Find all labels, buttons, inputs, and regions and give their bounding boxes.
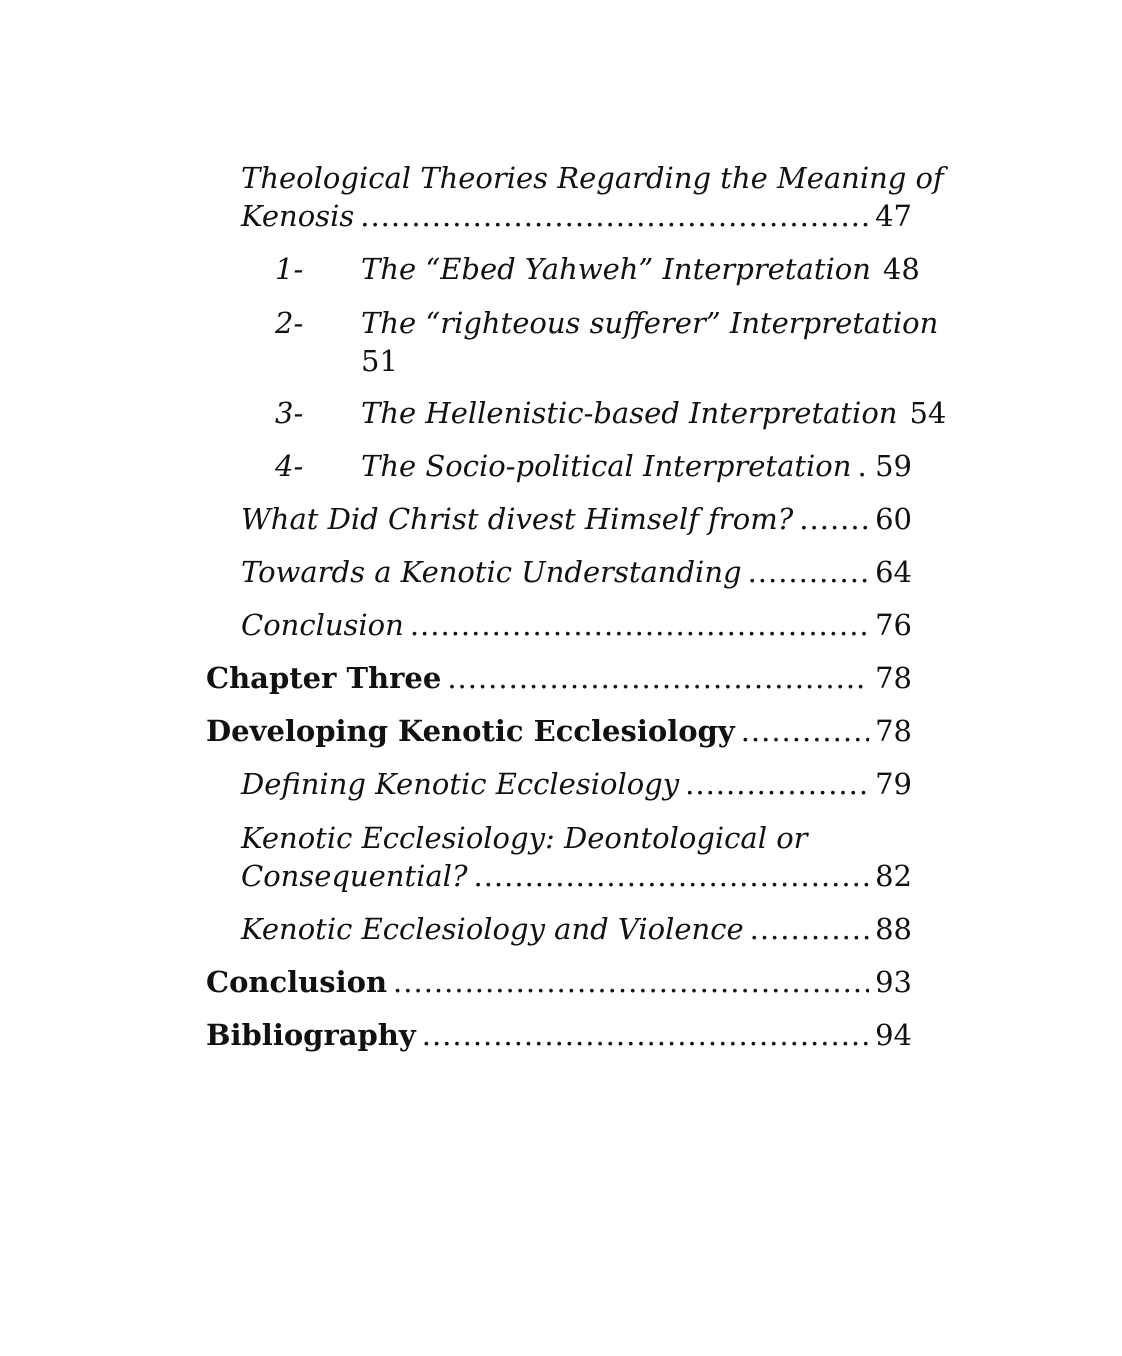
toc-page-number: 64	[875, 555, 912, 589]
dot-leader	[750, 910, 869, 948]
toc-entry-title: Kenotic Ecclesiology and Violence	[241, 912, 744, 946]
dot-leader	[857, 447, 869, 485]
toc-entry-deontological-or-consequential	[241, 819, 912, 895]
toc-entry-chapter-three	[206, 659, 912, 697]
toc-page-number: 82	[875, 859, 912, 893]
toc-page-number: 47	[875, 199, 912, 233]
toc-entry-righteous-sufferer	[275, 304, 939, 380]
dot-leader	[393, 963, 869, 1001]
toc-page-number: 59	[875, 449, 912, 483]
toc-entry-bibliography	[206, 1016, 912, 1054]
toc-page-number: 79	[875, 767, 912, 801]
toc-entry-title: Consequential?	[241, 859, 468, 893]
toc-entry-towards-kenotic	[241, 553, 912, 591]
toc-entry-kenotic-ecclesiology-violence	[241, 910, 912, 948]
toc-entry-title: Conclusion	[241, 608, 404, 642]
toc-entry-number: 4-	[275, 449, 304, 483]
toc-page-number: 76	[875, 608, 912, 642]
dot-leader	[474, 857, 870, 895]
toc-page-number: 78	[875, 714, 912, 748]
toc-entry-title: The “Ebed Yahweh” Interpretation	[361, 252, 871, 286]
toc-page-number: 48	[882, 252, 920, 286]
toc-entry-conclusion-chapter-two	[241, 606, 912, 644]
toc-entry-title: The Socio-political Interpretation	[361, 449, 852, 483]
dot-leader	[410, 606, 869, 644]
toc-page-number: 54	[909, 396, 947, 430]
toc-entry-number: 1-	[275, 252, 304, 286]
toc-entry-title: The “righteous sufferer” Interpretation	[361, 306, 939, 340]
toc-page-number: 88	[875, 912, 912, 946]
dot-leader	[360, 197, 869, 235]
toc-entry-title: What Did Christ divest Himself from?	[241, 502, 794, 536]
toc-entry-title: Kenosis	[241, 199, 355, 233]
toc-page-number: 94	[875, 1018, 912, 1052]
toc-entry-number: 3-	[275, 396, 304, 430]
toc-entry-defining-kenotic-ecclesiology	[241, 765, 912, 803]
dot-leader	[685, 765, 869, 803]
toc-entry-title: Conclusion	[206, 965, 388, 999]
toc-entry-ebed-yahweh	[275, 250, 920, 288]
toc-entry-title: Developing Kenotic Ecclesiology	[206, 714, 735, 748]
toc-entry-conclusion	[206, 963, 912, 1001]
dot-leader	[741, 712, 869, 750]
dot-leader	[422, 1016, 869, 1054]
toc-entry-title: The Hellenistic-based Interpretation	[361, 396, 898, 430]
toc-entry-title-line1: Theological Theories Regarding the Meaning of	[241, 161, 944, 195]
toc-entry-title: Towards a Kenotic Understanding	[241, 555, 742, 589]
toc-entry-socio-political	[275, 447, 912, 485]
toc-entry-number: 2-	[275, 306, 304, 340]
toc-entry-hellenistic	[275, 394, 947, 432]
toc-page-number: 78	[875, 661, 912, 695]
dot-leader	[799, 500, 869, 538]
toc-entry-title: Chapter Three	[206, 661, 442, 695]
toc-entry-developing-kenotic-ecclesiology	[206, 712, 912, 750]
toc-entry-title-line1: Kenotic Ecclesiology: Deontological or	[241, 821, 808, 855]
toc-page-number: 93	[875, 965, 912, 999]
dot-leader	[447, 659, 869, 697]
toc-page-number: 51	[361, 344, 398, 378]
toc-entry-what-did-christ-divest	[241, 500, 912, 538]
toc-entry-title: Defining Kenotic Ecclesiology	[241, 767, 680, 801]
toc-page-number: 60	[875, 502, 912, 536]
dot-leader	[748, 553, 870, 591]
toc-entry-title: Bibliography	[206, 1018, 416, 1052]
toc-entry-theological-theories	[241, 159, 944, 235]
